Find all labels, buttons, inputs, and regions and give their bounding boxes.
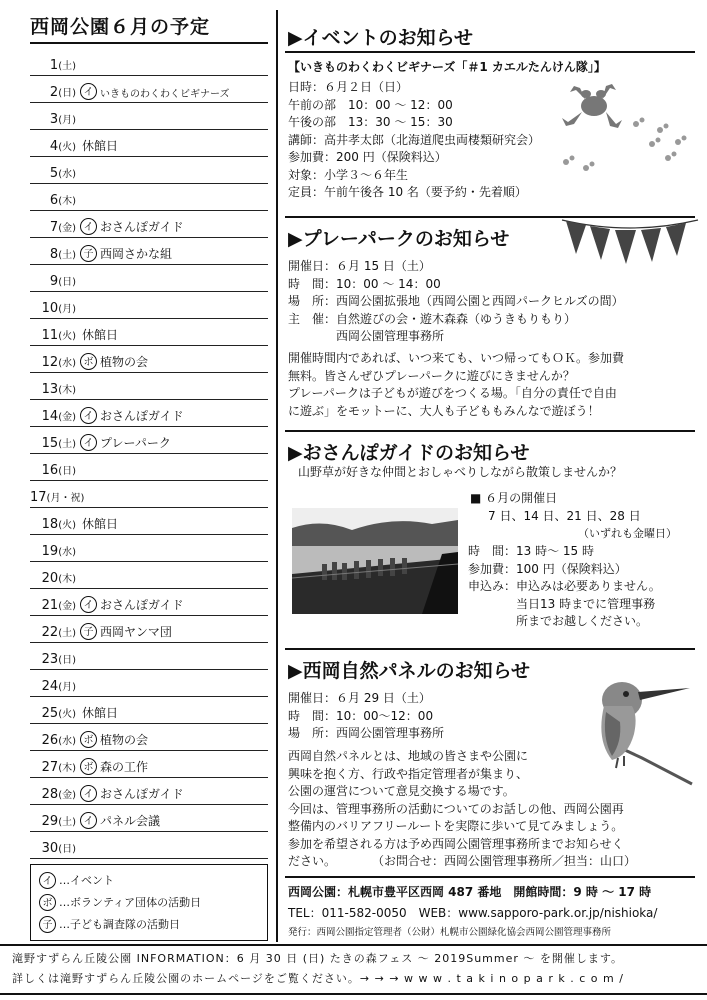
- calendar-date: [30, 327, 78, 343]
- calendar-event: 休館日: [82, 328, 119, 342]
- legend-text: …子ども調査隊の活動日: [59, 918, 180, 931]
- date-number: 14: [41, 409, 59, 424]
- category-mark: イ: [80, 812, 97, 829]
- date-number: 25: [41, 706, 59, 721]
- divider: [285, 51, 695, 53]
- date-number: 15: [41, 436, 59, 451]
- footer-line1: 滝野すずらん丘陵公園 INFORMATION：6 月 30 日 (日) たきの森フェス ～ 2019Summer ～ を開催します。: [12, 952, 624, 965]
- day-of-week: (金): [58, 790, 76, 801]
- day-of-week: (水): [58, 736, 76, 747]
- calendar-row: [30, 265, 268, 292]
- day-of-week: (土): [58, 439, 76, 450]
- legend-item: [37, 913, 261, 935]
- date-number: 2: [49, 85, 59, 100]
- legend-text: …イベント: [59, 874, 114, 887]
- calendar-row: [30, 373, 268, 400]
- date-number: 6: [49, 193, 59, 208]
- day-of-week: (月): [58, 115, 76, 126]
- calendar-row: [30, 400, 268, 427]
- event-section-title: ▶イベントのお知らせ: [288, 27, 474, 49]
- day-of-week: (日): [58, 277, 76, 288]
- calendar-date: [30, 381, 78, 397]
- calendar-date: [30, 435, 78, 451]
- calendar-date: [30, 840, 78, 856]
- category-mark: イ: [80, 83, 97, 100]
- category-mark: イ: [80, 434, 97, 451]
- category-mark: ボ: [80, 731, 97, 748]
- calendar-date: [30, 111, 78, 127]
- panel-body-line: 整備内のバリアフリールートを実際に歩いて見てみましょう。: [288, 819, 624, 833]
- calendar-event: おさんぽガイド: [100, 787, 184, 801]
- calendar-row: [30, 238, 268, 265]
- date-number: 11: [41, 328, 59, 343]
- play-time: 時 間：10：00 ～ 14：00: [288, 276, 441, 291]
- publisher: 発行：西岡公園指定管理者（公財）札幌市公園緑化協会西岡公園管理事務所: [288, 927, 612, 938]
- category-mark: イ: [80, 596, 97, 613]
- calendar-event: 西岡ヤンマ団: [100, 625, 172, 639]
- date-number: 26: [41, 733, 59, 748]
- calendar-row: [30, 427, 268, 454]
- play-details: [288, 258, 624, 346]
- walk-photo: [292, 508, 458, 614]
- day-of-week: (金): [58, 223, 76, 234]
- walk-fee: 参加費：100 円（保険料込）: [468, 561, 627, 576]
- day-of-week: (日): [58, 655, 76, 666]
- legend-text: …ボランティア団体の活動日: [59, 896, 202, 909]
- calendar-date: [30, 786, 78, 802]
- date-number: 13: [41, 382, 59, 397]
- date-number: 23: [41, 652, 59, 667]
- date-number: 19: [41, 544, 59, 559]
- date-number: 16: [41, 463, 59, 478]
- date-number: 28: [41, 787, 59, 802]
- calendar-row: [30, 319, 268, 346]
- legend-mark: 子: [39, 916, 56, 933]
- calendar-date: [30, 813, 78, 829]
- date-number: 10: [41, 301, 59, 316]
- play-host2: 西岡公園管理事務所: [288, 329, 445, 343]
- event-target: 対象：小学３～６年生: [288, 167, 409, 182]
- footer-line2: 詳しくは滝野すずらん丘陵公園のホームページをご覧ください。→ → → w w w . t a k i n o p a r k . c o m /: [12, 972, 624, 985]
- calendar-date: [30, 165, 78, 181]
- panel-time: 時 間：10：00～12：00: [288, 708, 434, 723]
- calendar-event: 植物の会: [100, 355, 149, 369]
- panel-body-line: 西岡自然パネルとは、地域の皆さまや公園に: [288, 749, 529, 763]
- event-date: 日時：６月２日（日）: [288, 80, 409, 94]
- day-of-week: (水): [58, 169, 76, 180]
- calendar-event: 休館日: [82, 139, 119, 153]
- calendar-date: [30, 273, 78, 289]
- divider: [0, 944, 707, 946]
- event-lecturer: 講師：高井孝太郎（北海道爬虫両棲類研究会）: [288, 132, 541, 147]
- play-body-line: に遊ぶ」をモットーに、大人も子どももみんなで遊ぼう！: [288, 403, 600, 418]
- calendar-event: おさんぽガイド: [100, 220, 184, 234]
- calendar-row: [30, 562, 268, 589]
- calendar-date: [30, 597, 78, 613]
- walk-dates-note: （いずれも金曜日）: [578, 527, 677, 540]
- date-number: 20: [41, 571, 59, 586]
- day-of-week: (日): [58, 844, 76, 855]
- date-number: 18: [41, 517, 59, 532]
- walk-apply: 所までお越しください。: [468, 614, 649, 628]
- park-contact: TEL：011-582-0050 WEB：www.sapporo-park.or.jp/nishioka/: [288, 906, 658, 920]
- panel-body-line: 今回は、管理事務所の活動についてのお話しの他、西岡公園再: [288, 801, 624, 816]
- walk-info: [468, 543, 661, 631]
- walk-apply: 当日13 時までに管理事務: [468, 596, 656, 611]
- calendar-row: [30, 454, 268, 481]
- calendar-row: [30, 49, 268, 76]
- panel-body-line: 公園の運営について意見交換する場です。: [288, 784, 515, 798]
- category-mark: ボ: [80, 353, 97, 370]
- category-mark: イ: [80, 218, 97, 235]
- day-of-week: (水): [58, 358, 76, 369]
- calendar-date: [30, 489, 85, 505]
- play-body-line: 開催時間内であれば、いつ来ても、いつ帰ってもＯＫ。参加費: [288, 351, 625, 365]
- walk-dates-label: ■ ６月の開催日: [470, 491, 558, 505]
- play-place: 場 所：西岡公園拡張地（西岡公園と西岡パークヒルズの間）: [288, 294, 624, 308]
- calendar-date: [30, 138, 78, 154]
- play-date: 開催日：６月 15 日（土）: [288, 259, 431, 273]
- calendar-event: 森の工作: [100, 760, 149, 774]
- event-subtitle: 【いきものわくわくビギナーズ「＃1 カエルたんけん隊」】: [288, 60, 606, 74]
- calendar-row: [30, 751, 268, 778]
- day-of-week: (火): [58, 142, 76, 153]
- date-number: 8: [49, 247, 59, 262]
- calendar-row: [30, 76, 268, 103]
- calendar-event: パネル会議: [100, 814, 161, 828]
- category-mark: 子: [80, 623, 97, 640]
- date-number: 17: [30, 490, 47, 505]
- calendar-row: [30, 589, 268, 616]
- panel-place: 場 所：西岡公園管理事務所: [288, 726, 445, 740]
- legend-mark: イ: [39, 872, 56, 889]
- calendar-date: [30, 462, 78, 478]
- category-mark: ボ: [80, 758, 97, 775]
- calendar-row: [30, 292, 268, 319]
- day-of-week: (水): [58, 547, 76, 558]
- calendar-row: [30, 778, 268, 805]
- day-of-week: (土): [58, 61, 76, 72]
- calendar-title: 西岡公園６月の予定: [30, 16, 211, 38]
- divider: [285, 648, 695, 650]
- calendar-row: [30, 481, 268, 508]
- date-number: 27: [41, 760, 59, 775]
- calendar-date: [30, 516, 78, 532]
- date-number: 5: [49, 166, 59, 181]
- column-divider: [276, 10, 278, 942]
- day-of-week: (火): [58, 520, 76, 531]
- date-number: 1: [49, 58, 59, 73]
- date-number: 30: [41, 841, 59, 856]
- frog-illustration: [556, 78, 696, 178]
- calendar-row: [30, 832, 268, 859]
- calendar-row: [30, 697, 268, 724]
- date-number: 22: [41, 625, 59, 640]
- day-of-week: (金): [58, 601, 76, 612]
- calendar-row: [30, 535, 268, 562]
- panel-section-title: ▶西岡自然パネルのお知らせ: [288, 660, 531, 682]
- calendar-row: [30, 670, 268, 697]
- day-of-week: (木): [58, 763, 76, 774]
- play-body-line: プレーパークは子どもが遊びをつくる場。「自分の責任で自由: [288, 386, 617, 400]
- panel-body-line: 興味を抱く方、行政や指定管理者が集まり、: [288, 766, 529, 781]
- day-of-week: (木): [58, 574, 76, 585]
- calendar-legend: [30, 864, 268, 941]
- date-number: 9: [49, 274, 59, 289]
- calendar-event: おさんぽガイド: [100, 598, 184, 612]
- date-number: 4: [49, 139, 59, 154]
- calendar-date: [30, 543, 78, 559]
- calendar-date: [30, 192, 78, 208]
- event-details: [288, 79, 540, 202]
- divider: [30, 42, 268, 44]
- date-number: 12: [41, 355, 59, 370]
- category-mark: イ: [80, 785, 97, 802]
- date-number: 3: [49, 112, 59, 127]
- park-address: 西岡公園：札幌市豊平区西岡 487 番地 開館時間：9 時 ～ 17 時: [288, 885, 652, 899]
- calendar-date: [30, 57, 78, 73]
- day-of-week: (日): [58, 88, 76, 99]
- calendar-event: 休館日: [82, 706, 119, 720]
- calendar-row: [30, 508, 268, 535]
- legend-mark: ボ: [39, 894, 56, 911]
- panel-details: [288, 690, 444, 743]
- calendar-row: [30, 616, 268, 643]
- panel-body-line: 参加を希望される方は予め西岡公園管理事務所までお知らせく: [288, 836, 624, 851]
- day-of-week: (土): [58, 628, 76, 639]
- divider: [285, 876, 695, 878]
- calendar-date: [30, 354, 78, 370]
- panel-body-line: ださい。 （お問合せ：西岡公園管理事務所／担当：山口）: [288, 854, 637, 868]
- day-of-week: (金): [58, 412, 76, 423]
- divider: [285, 430, 695, 432]
- walk-time: 時 間：13 時～ 15 時: [468, 544, 594, 558]
- calendar-date: [30, 84, 78, 100]
- day-of-week: (日): [58, 466, 76, 477]
- calendar-row: [30, 211, 268, 238]
- day-of-week: (土): [58, 817, 76, 828]
- day-of-week: (火): [58, 709, 76, 720]
- walk-dates: 7 日、14 日、21 日、28 日: [488, 509, 641, 523]
- play-body: [288, 350, 624, 420]
- calendar-event: 植物の会: [100, 733, 149, 747]
- day-of-week: (月・祝): [46, 493, 85, 504]
- play-section-title: ▶プレーパークのお知らせ: [288, 228, 510, 250]
- calendar-event: 休館日: [82, 517, 119, 531]
- calendar-date: [30, 759, 78, 775]
- calendar-row: [30, 103, 268, 130]
- calendar-date: [30, 624, 78, 640]
- calendar-event: プレーパーク: [100, 436, 171, 450]
- divider: [0, 993, 707, 995]
- calendar-date: [30, 246, 78, 262]
- calendar-row: [30, 724, 268, 751]
- calendar-row: [30, 805, 268, 832]
- day-of-week: (土): [58, 250, 76, 261]
- date-number: 21: [41, 598, 59, 613]
- legend-item: [37, 869, 261, 891]
- calendar-date: [30, 300, 78, 316]
- date-number: 24: [41, 679, 59, 694]
- calendar-event: おさんぽガイド: [100, 409, 184, 423]
- walk-lead: 山野草が好きな仲間とおしゃべりしながら散策しませんか？: [298, 465, 623, 479]
- play-body-line: 無料。皆さんぜひプレーパークに遊びにきませんか？: [288, 368, 575, 383]
- calendar-row: [30, 130, 268, 157]
- event-afternoon: 午後の部 13：30 ～ 15：30: [288, 115, 453, 129]
- calendar-event: 西岡さかな組: [100, 247, 173, 261]
- category-mark: イ: [80, 407, 97, 424]
- category-mark: 子: [80, 245, 97, 262]
- calendar-date: [30, 651, 78, 667]
- calendar-event: いきものわくわくビギナーズ: [100, 89, 230, 100]
- walk-apply: 申込み：申込みは必要ありません。: [468, 579, 661, 593]
- date-number: 29: [41, 814, 59, 829]
- day-of-week: (月): [58, 304, 76, 315]
- calendar-row: [30, 346, 268, 373]
- date-number: 7: [49, 220, 59, 235]
- day-of-week: (木): [58, 385, 76, 396]
- calendar-row: [30, 643, 268, 670]
- panel-date: 開催日：６月 29 日（土）: [288, 691, 431, 705]
- calendar-date: [30, 570, 78, 586]
- day-of-week: (木): [58, 196, 76, 207]
- calendar-date: [30, 678, 78, 694]
- event-fee: 参加費：200 円（保険料込）: [288, 150, 447, 164]
- event-capacity: 定員：午前午後各 10 名（要予約・先着順）: [288, 185, 527, 199]
- calendar-row: [30, 157, 268, 184]
- play-host: 主 催：自然遊びの会・遊木森森（ゆうきもりもり）: [288, 311, 577, 326]
- calendar-row: [30, 184, 268, 211]
- calendar-date: [30, 219, 78, 235]
- walk-section-title: ▶おさんぽガイドのお知らせ: [288, 442, 530, 464]
- event-morning: 午前の部 10：00 ～ 12：00: [288, 97, 453, 112]
- day-of-week: (月): [58, 682, 76, 693]
- panel-body: [288, 748, 636, 871]
- calendar-date: [30, 732, 78, 748]
- legend-item: [37, 891, 261, 913]
- calendar-date: [30, 705, 78, 721]
- day-of-week: (火): [58, 331, 76, 342]
- calendar-date: [30, 408, 78, 424]
